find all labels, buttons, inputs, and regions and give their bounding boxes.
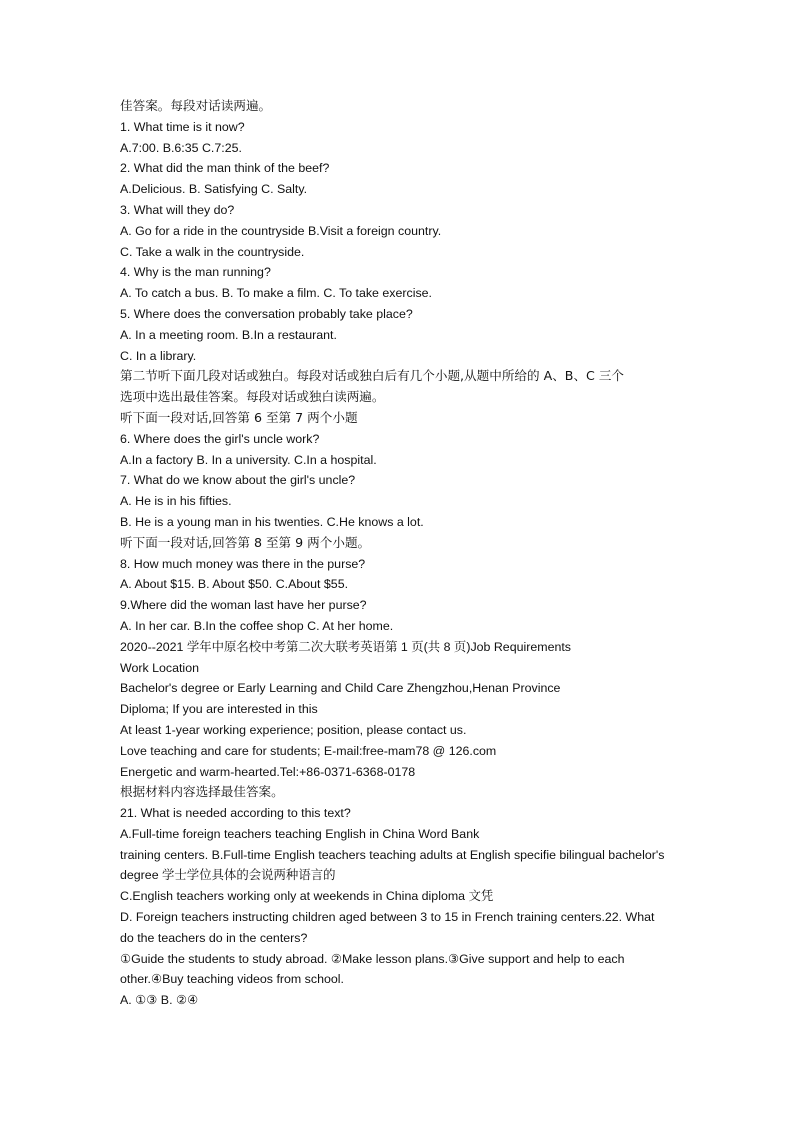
question-22-cont: do the teachers do in the centers?: [120, 930, 308, 945]
options-6: A.In a factory B. In a university. C.In a hospital.: [120, 452, 377, 467]
options-21-d-question-22: D. Foreign teachers instructing children aged between 3 to 15 in French training centers.22. What: [120, 910, 655, 925]
ad-line-diploma: Diploma; If you are interested in this: [120, 702, 318, 717]
question-6: 6. Where does the girl's uncle work?: [120, 431, 320, 446]
options-1: A.7:00. B.6:35 C.7:25.: [120, 140, 242, 155]
options-2: A.Delicious. B. Satisfying C. Salty.: [120, 182, 308, 197]
options-4: A. To catch a bus. B. To make a film. C. To take exercise.: [120, 286, 432, 301]
options-22: A. ①③ B. ②④: [120, 993, 199, 1008]
question-4: 4. Why is the man running?: [120, 265, 271, 280]
statements-22-cont: other.④Buy teaching videos from school.: [120, 972, 344, 987]
options-21-a: A.Full-time foreign teachers teaching English in China Word Bank: [120, 826, 480, 841]
question-9: 9.Where did the woman last have her purse?: [120, 598, 367, 613]
document-page: [120, 96, 676, 1011]
statements-22: ①Guide the students to study abroad. ②Make lesson plans.③Give support and help to each: [120, 951, 625, 966]
options-21-b: training centers. B.Full-time English teachers teaching adults at English specifie bilingual bachelor's: [120, 847, 665, 862]
options-3: A. Go for a ride in the countryside B.Visit a foreign country.: [120, 223, 442, 238]
dialogue-instruction-8-9: 听下面一段对话,回答第 8 至第 9 两个小题。: [120, 534, 371, 550]
options-5: A. In a meeting room. B.In a restaurant.: [120, 327, 337, 342]
options-5-cont: C. In a library.: [120, 348, 197, 363]
question-21: 21. What is needed according to this text?: [120, 806, 351, 821]
question-2: 2. What did the man think of the beef?: [120, 161, 330, 176]
question-5: 5. Where does the conversation probably take place?: [120, 306, 413, 321]
ad-line-degree: Bachelor's degree or Early Learning and Child Care Zhengzhou,Henan Province: [120, 681, 561, 696]
question-8: 8. How much money was there in the purse?: [120, 556, 366, 571]
options-8: A. About $15. B. About $50. C.About $55.: [120, 577, 349, 592]
ad-work-location: Work Location: [120, 660, 199, 675]
section-2-instruction: 第二节听下面几段对话或独白。每段对话或独白后有几个小题,从题中所给的 A、B、C 三个: [120, 368, 625, 384]
question-3: 3. What will they do?: [120, 202, 235, 217]
ad-line-email: Love teaching and care for students; E-mail:free-mam78 @ 126.com: [120, 743, 497, 758]
ad-line-experience: At least 1-year working experience; position, please contact us.: [120, 722, 467, 737]
reading-instruction: 根据材料内容选择最佳答案。: [120, 784, 284, 800]
options-7-cont: B. He is a young man in his twenties. C.He knows a lot.: [120, 514, 424, 529]
ad-line-tel: Energetic and warm-hearted.Tel:+86-0371-6368-0178: [120, 764, 416, 779]
question-7: 7. What do we know about the girl's uncle?: [120, 473, 356, 488]
question-1: 1. What time is it now?: [120, 119, 245, 134]
section-instruction: 佳答案。每段对话读两遍。: [120, 98, 272, 113]
section-2-instruction-cont: 选项中选出最佳答案。每段对话或独白读两遍。: [120, 389, 385, 405]
page-footer-line: 2020--2021 学年中原名校中考第二次大联考英语第 1 页(共 8 页)Job Requirements: [120, 639, 571, 654]
word-bank-line: degree 学士学位具体的会说两种语言的: [120, 868, 336, 883]
dialogue-instruction-6-7: 听下面一段对话,回答第 6 至第 7 两个小题: [120, 409, 358, 425]
options-21-c: C.English teachers working only at weekends in China diploma 文凭: [120, 889, 494, 904]
options-3-cont: C. Take a walk in the countryside.: [120, 244, 305, 259]
options-7: A. He is in his fifties.: [120, 494, 232, 509]
options-9: A. In her car. B.In the coffee shop C. At her home.: [120, 618, 394, 633]
